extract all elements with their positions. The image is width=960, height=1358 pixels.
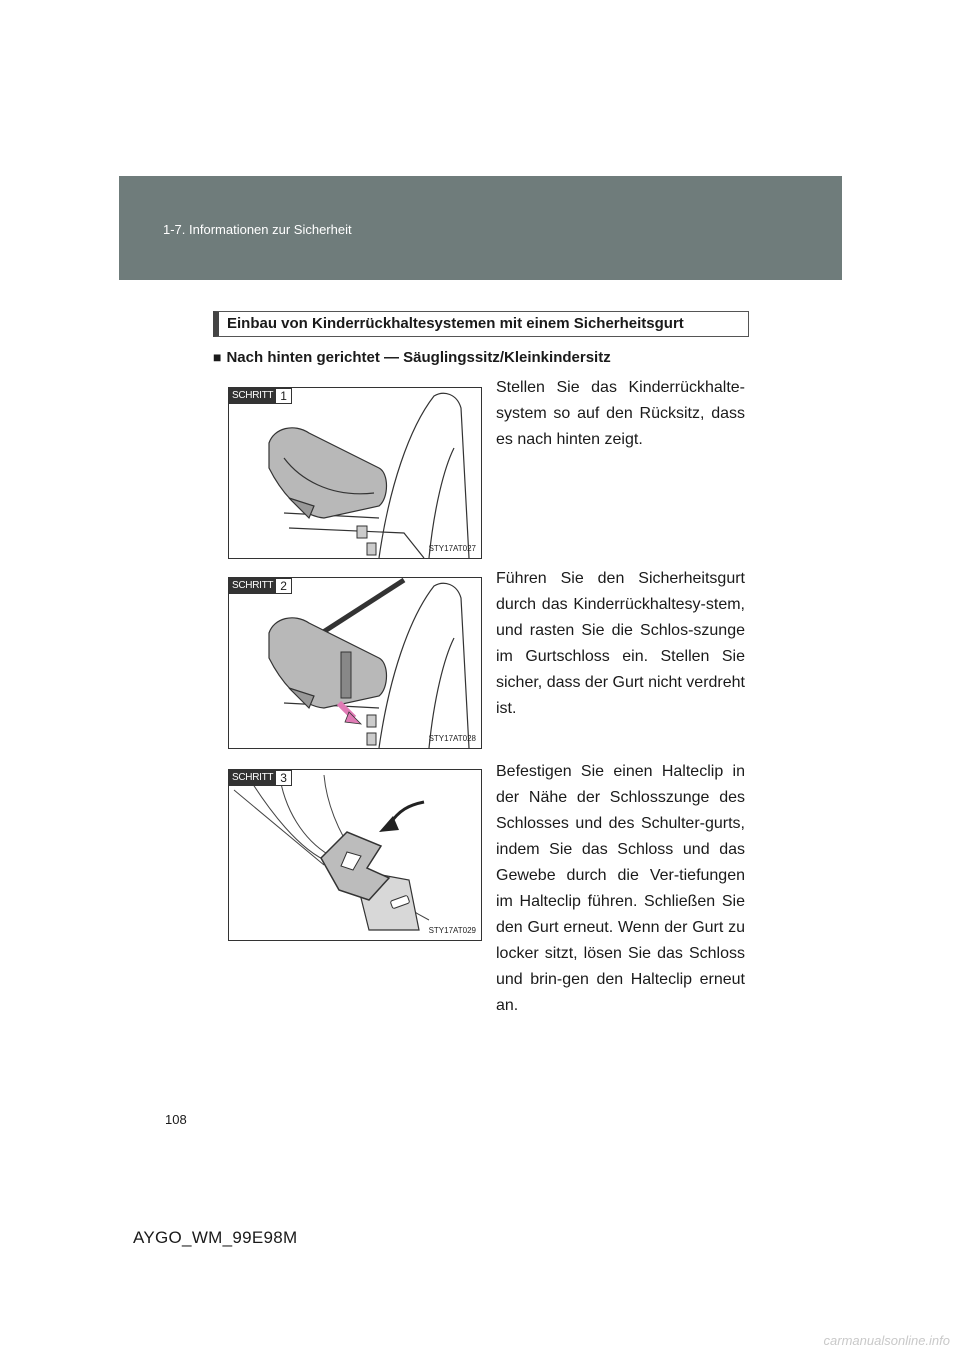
step-2-text: Führen Sie den Sicherheitsgurt durch das Kinderrückhaltesy-stem, und rasten Sie die Schlos-szunge im Gurtschloss ein. Stellen Sie sicher, dass der Gurt nicht verdreht ist. bbox=[496, 570, 745, 717]
step-3-text: Befestigen Sie einen Halteclip in der Nähe der Schlosszunge des Schlosses und des Schulter-gurts, indem Sie das Schloss und das Gewebe durch die Ver-tiefungen im Halteclip führen. Schließen Sie den Gurt erneut. Wenn der Gurt zu locker sitzt, lösen Sie das Schloss und brin-gen den Halteclip erneut an. bbox=[496, 763, 745, 1014]
sub-heading-text: Nach hinten gerichtet — Säuglingssitz/Kleinkindersitz bbox=[226, 349, 611, 366]
document-code: AYGO_WM_99E98M bbox=[133, 1228, 298, 1247]
step-badge-1 bbox=[229, 388, 292, 404]
step-1-illustration bbox=[228, 387, 482, 559]
step-badge-number: 1 bbox=[276, 388, 292, 404]
bullet-square-icon: ■ bbox=[213, 349, 222, 365]
figure-code: STY17AT029 bbox=[428, 926, 476, 935]
step-1-text: Stellen Sie das Kinderrückhalte-system so auf den Rücksitz, dass es nach hinten zeigt. bbox=[496, 379, 745, 448]
step-2-illustration bbox=[228, 577, 482, 749]
step-badge-word: SCHRITT bbox=[229, 388, 276, 404]
figure-code: STY17AT027 bbox=[428, 544, 476, 553]
step-badge-word: SCHRITT bbox=[229, 770, 276, 786]
belt-routing-illustration bbox=[229, 578, 482, 749]
sub-heading bbox=[213, 349, 611, 366]
step-badge-2 bbox=[229, 578, 292, 594]
step-badge-number: 2 bbox=[276, 578, 292, 594]
step-badge-word: SCHRITT bbox=[229, 578, 276, 594]
page-number: 108 bbox=[165, 1112, 187, 1127]
section-title: Einbau von Kinderrückhaltesystemen mit einem Sicherheitsgurt bbox=[213, 311, 749, 337]
watermark: carmanualsonline.info bbox=[823, 1333, 950, 1348]
locking-clip-illustration bbox=[229, 770, 482, 941]
figure-code: STY17AT028 bbox=[428, 734, 476, 743]
section-label: 1-7. Informationen zur Sicherheit bbox=[163, 222, 352, 237]
step-badge-3 bbox=[229, 770, 292, 786]
step-3-illustration bbox=[228, 769, 482, 941]
step-badge-number: 3 bbox=[276, 770, 292, 786]
rear-facing-seat-illustration bbox=[229, 388, 482, 559]
